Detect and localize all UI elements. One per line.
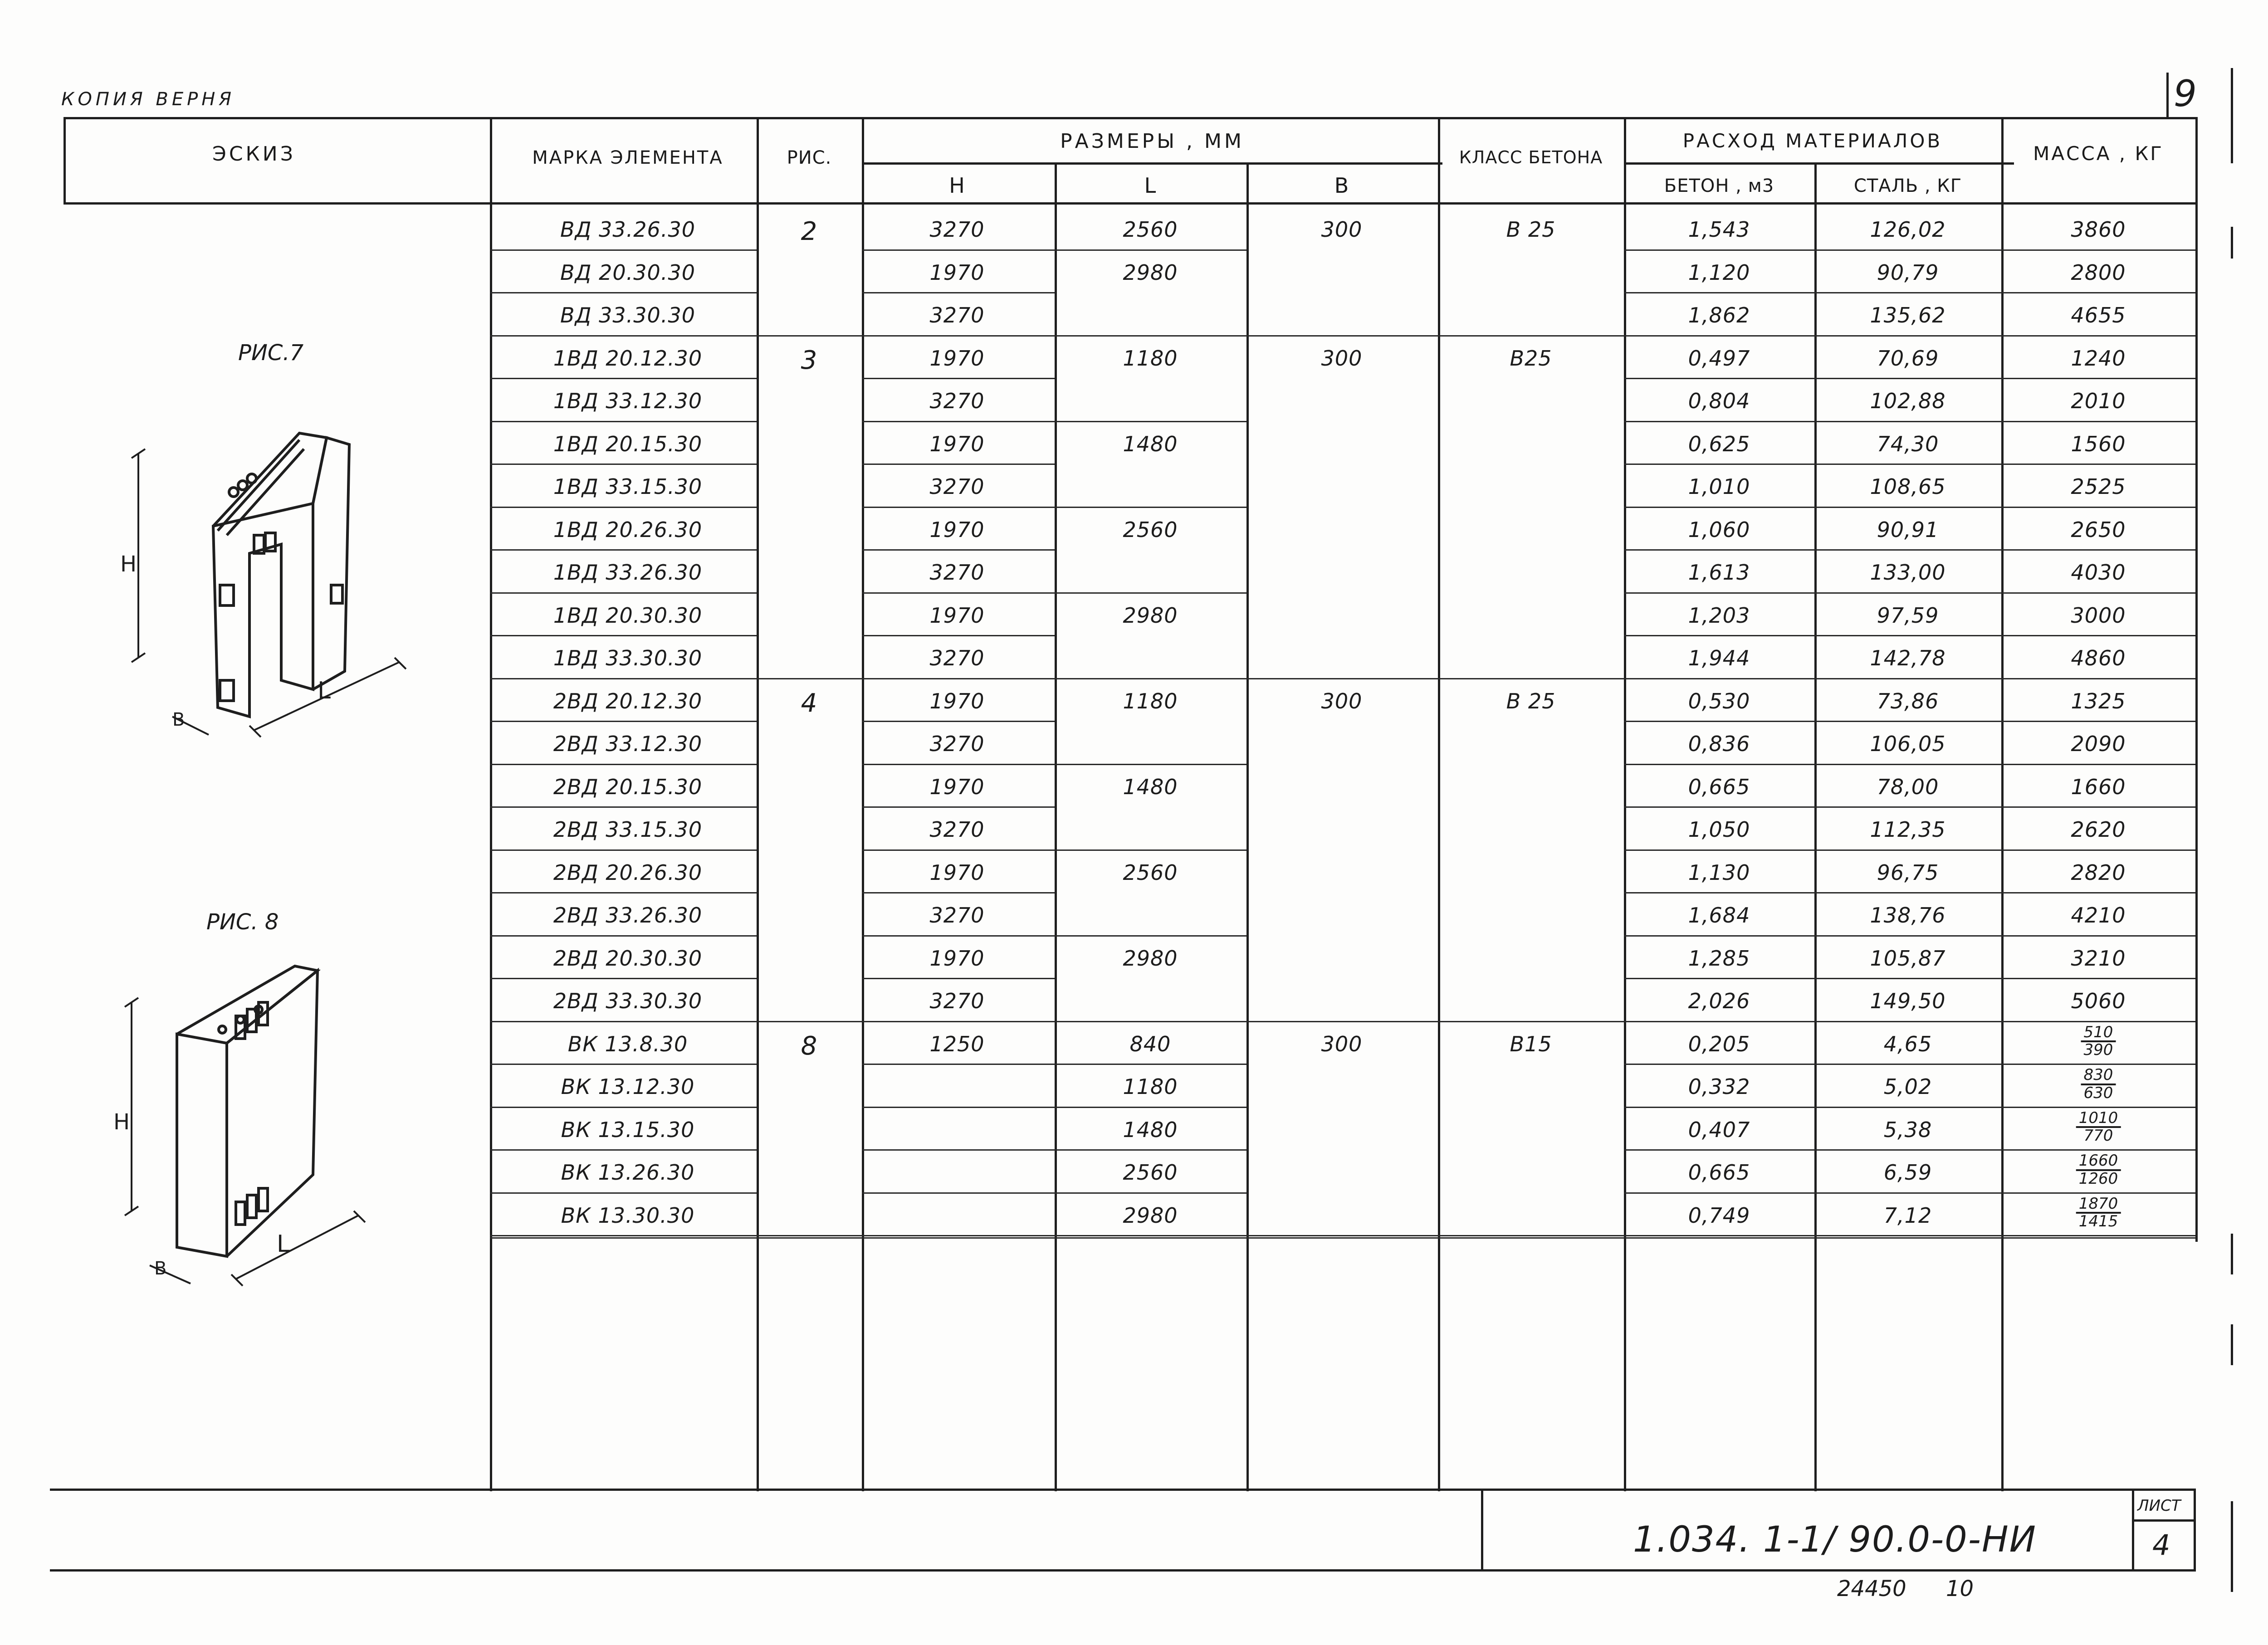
mass-denominator: 630 [2083, 1084, 2113, 1102]
header-dim-h: Н [949, 173, 965, 198]
dim-l-value: 1180 [1123, 688, 1178, 713]
element-mass: 2090 [2071, 732, 2126, 756]
dim-h-value: 3270 [929, 474, 985, 499]
header-sketch: ЭСКИЗ [212, 142, 296, 166]
row-line [490, 1149, 757, 1151]
dim-h-value: 1970 [929, 431, 985, 456]
dim-l-value: 2560 [1123, 517, 1178, 542]
row-line [862, 849, 1055, 851]
row-line [862, 635, 1055, 636]
steel-mass: 90,91 [1877, 517, 1939, 542]
row-line [1055, 507, 1246, 508]
dim-l-value: 1180 [1123, 1074, 1178, 1099]
door-block-side [313, 438, 349, 689]
element-mass-fraction [2076, 1153, 2121, 1187]
row-line [490, 507, 757, 508]
figure-8-sketch [104, 957, 386, 1302]
steel-mass: 138,76 [1870, 903, 1946, 927]
concrete-volume: 0,836 [1688, 732, 1750, 756]
row-line [490, 378, 757, 379]
row-line [490, 849, 757, 851]
concrete-volume: 1,130 [1688, 860, 1750, 885]
dim-h-value: 1970 [929, 346, 985, 371]
table-body-end [490, 1237, 2195, 1239]
dim-l-value: 1480 [1123, 431, 1178, 456]
header-mass: МАССА , КГ [2033, 142, 2164, 165]
dim-h-value: 1970 [929, 860, 985, 885]
concrete-volume: 1,050 [1688, 817, 1750, 842]
group-separator [490, 1235, 2195, 1236]
dim-l-label: L [277, 1230, 290, 1258]
row-line [862, 1064, 1055, 1065]
row-line [1624, 292, 2195, 293]
dim-h-value: 3270 [929, 303, 985, 327]
dim-l-value: 2560 [1123, 1160, 1178, 1185]
margin-mark [2231, 1324, 2233, 1365]
element-mass-fraction [2076, 1196, 2121, 1230]
archive-number: 24450 [1837, 1576, 1906, 1601]
element-mark: 1ВД 33.26.30 [553, 560, 703, 585]
dim-h-value: 3270 [929, 560, 985, 585]
concrete-volume: 0,625 [1688, 431, 1750, 456]
col-divider [2001, 117, 2004, 1491]
steel-mass: 105,87 [1870, 946, 1946, 971]
row-line [1624, 635, 2195, 636]
col-divider [1438, 117, 1440, 1491]
element-mass: 5060 [2071, 989, 2126, 1013]
table-right-border [2195, 117, 2198, 1242]
dim-l-value: 840 [1129, 1031, 1171, 1056]
dim-l-value: 2980 [1123, 260, 1178, 285]
concrete-volume: 0,804 [1688, 389, 1750, 413]
dim-h-label: Н [120, 552, 137, 577]
mass-denominator: 390 [2083, 1041, 2113, 1059]
element-mark: 1ВД 20.30.30 [553, 603, 703, 628]
row-line [1624, 378, 2195, 379]
mass-numerator: 830 [2081, 1067, 2116, 1085]
concrete-volume: 0,332 [1688, 1074, 1750, 1099]
row-line [1624, 806, 2195, 808]
element-mark: ВК 13.8.30 [567, 1031, 688, 1056]
dim-b-label: В [172, 709, 185, 730]
dim-b-label: В [154, 1258, 167, 1279]
row-line [862, 592, 1055, 594]
header-fig: РИС. [787, 147, 832, 168]
row-line [862, 378, 1055, 379]
steel-mass: 4,65 [1883, 1031, 1932, 1056]
dim-h-value: 3270 [929, 217, 985, 242]
col-divider [757, 117, 759, 1491]
title-block-divider [1481, 1489, 1483, 1572]
concrete-volume: 1,203 [1688, 603, 1750, 628]
element-mass: 4655 [2071, 303, 2126, 327]
steel-mass: 112,35 [1870, 817, 1946, 842]
row-line [862, 464, 1055, 465]
element-mark: ВД 20.30.30 [560, 260, 695, 285]
element-mark: ВД 33.26.30 [560, 217, 695, 242]
row-line [1624, 721, 2195, 722]
margin-mark [2231, 227, 2233, 259]
element-mass: 2525 [2071, 474, 2126, 499]
row-line [1624, 464, 2195, 465]
title-block-bottom-line [50, 1569, 2195, 1572]
row-line [490, 249, 757, 251]
figure-number: 3 [801, 345, 818, 375]
element-mark: 1ВД 33.30.30 [553, 646, 703, 670]
header-bottom-border [64, 202, 2195, 205]
row-line [1055, 764, 1246, 765]
steel-mass: 108,65 [1870, 474, 1946, 499]
steel-mass: 133,00 [1870, 560, 1946, 585]
header-dim-l: L [1144, 173, 1157, 198]
dim-l-label: L [318, 677, 331, 704]
dim-l-value: 1480 [1123, 1117, 1178, 1142]
concrete-volume: 1,944 [1688, 646, 1750, 670]
concrete-volume: 0,665 [1688, 1160, 1750, 1185]
title-block-right-border [2194, 1489, 2196, 1572]
steel-mass: 7,12 [1883, 1203, 1932, 1228]
element-mass: 4860 [2071, 646, 2126, 670]
steel-mass: 149,50 [1870, 989, 1946, 1013]
dim-b-value: 300 [1321, 1031, 1363, 1056]
dim-b-value: 300 [1321, 217, 1363, 242]
dim-l-value: 2980 [1123, 1203, 1178, 1228]
dim-l-value: 2980 [1123, 946, 1178, 971]
steel-mass: 96,75 [1877, 860, 1939, 885]
row-line [490, 892, 757, 893]
dim-l-value: 1480 [1123, 774, 1178, 799]
row-line [1624, 1107, 2195, 1108]
row-line [862, 935, 1055, 937]
row-line [1624, 849, 2195, 851]
table-top-border [64, 117, 2195, 119]
row-line [1624, 935, 2195, 937]
element-mark: 2ВД 33.30.30 [553, 989, 703, 1013]
row-line [490, 764, 757, 765]
element-mass: 4210 [2071, 903, 2126, 927]
element-mass: 2820 [2071, 860, 2126, 885]
row-line [1624, 549, 2195, 551]
mass-numerator: 1660 [2076, 1153, 2121, 1171]
col-divider [1814, 162, 1817, 1491]
row-line [490, 421, 757, 422]
row-line [1624, 1149, 2195, 1151]
row-line [1055, 1064, 1246, 1065]
panel-side [227, 971, 318, 1256]
concrete-volume: 1,060 [1688, 517, 1750, 542]
header-mark: МАРКА ЭЛЕМЕНТА [532, 147, 723, 168]
concrete-volume: 0,205 [1688, 1031, 1750, 1056]
steel-mass: 142,78 [1870, 646, 1946, 670]
row-line [1055, 849, 1246, 851]
row-line [1055, 1192, 1246, 1194]
dim-h-label: Н [113, 1109, 130, 1135]
steel-mass: 126,02 [1870, 217, 1946, 242]
row-line [862, 721, 1055, 722]
copy-stamp: КОПИЯ ВЕРНЯ [61, 89, 235, 110]
steel-mass: 106,05 [1870, 732, 1946, 756]
concrete-volume: 0,665 [1688, 774, 1750, 799]
element-mark: 2ВД 20.30.30 [553, 946, 703, 971]
concrete-volume: 2,026 [1688, 989, 1750, 1013]
element-mass-fraction [2081, 1067, 2116, 1101]
concrete-class: В 25 [1506, 688, 1556, 713]
dim-h-value: 1970 [929, 774, 985, 799]
row-line [490, 806, 757, 808]
table-left-border [64, 117, 66, 204]
dim-l-value: 2560 [1123, 217, 1178, 242]
header-concrete-class: КЛАСС БЕТОНА [1459, 147, 1603, 167]
mass-numerator: 510 [2081, 1025, 2116, 1043]
concrete-volume: 1,285 [1688, 946, 1750, 971]
header-dim-b: В [1334, 173, 1349, 198]
steel-mass: 5,02 [1883, 1074, 1932, 1099]
header-steel: СТАЛЬ , КГ [1853, 176, 1962, 196]
element-mark: ВК 13.12.30 [561, 1074, 695, 1099]
steel-mass: 78,00 [1877, 774, 1939, 799]
element-mark: 1ВД 33.12.30 [553, 389, 703, 413]
concrete-volume: 0,497 [1688, 346, 1750, 371]
steel-mass: 102,88 [1870, 389, 1946, 413]
col-divider [1246, 162, 1249, 1491]
row-line [1624, 764, 2195, 765]
concrete-volume: 1,120 [1688, 260, 1750, 285]
row-line [862, 978, 1055, 979]
panel-front [177, 1034, 227, 1256]
steel-mass: 6,59 [1883, 1160, 1932, 1185]
element-mark: 1ВД 20.15.30 [553, 431, 703, 456]
materials-subheader-line [1624, 162, 2014, 165]
mass-denominator: 1415 [2078, 1212, 2118, 1231]
element-mark: ВК 13.30.30 [561, 1203, 695, 1228]
row-line [490, 549, 757, 551]
steel-mass: 97,59 [1877, 603, 1939, 628]
group-separator [490, 1021, 2195, 1022]
margin-mark [2231, 68, 2233, 163]
concrete-volume: 0,749 [1688, 1203, 1750, 1228]
figure-number: 2 [801, 217, 818, 246]
row-line [490, 1192, 757, 1194]
figure-7-sketch [104, 399, 431, 771]
row-line [1624, 421, 2195, 422]
mass-denominator: 770 [2083, 1127, 2113, 1145]
mass-numerator: 1010 [2076, 1110, 2121, 1128]
dim-h-value: 3270 [929, 989, 985, 1013]
element-mark: 2ВД 33.15.30 [553, 817, 703, 842]
row-line [490, 1064, 757, 1065]
row-line [490, 592, 757, 594]
dim-h-value: 1250 [929, 1031, 985, 1056]
element-mark: 2ВД 33.26.30 [553, 903, 703, 927]
dim-h-value: 3270 [929, 646, 985, 670]
concrete-class: В15 [1510, 1031, 1552, 1056]
concrete-volume: 1,862 [1688, 303, 1750, 327]
figure-7-label: РИС.7 [238, 340, 304, 366]
mass-numerator: 1870 [2076, 1196, 2121, 1214]
element-mark: ВК 13.15.30 [561, 1117, 695, 1142]
dim-h-value: 1970 [929, 688, 985, 713]
dim-h-value: 1970 [929, 946, 985, 971]
row-line [862, 892, 1055, 893]
corner-page-number: 9 [2174, 73, 2197, 115]
col-divider [1055, 162, 1057, 1491]
row-line [490, 292, 757, 293]
element-mass: 2010 [2071, 389, 2126, 413]
steel-mass: 70,69 [1877, 346, 1939, 371]
figure-8-label: РИС. 8 [206, 909, 279, 935]
concrete-class: В 25 [1506, 217, 1556, 242]
concrete-volume: 0,530 [1688, 688, 1750, 713]
header-dimensions: РАЗМЕРЫ , ММ [1060, 130, 1244, 153]
dim-h-value: 1970 [929, 517, 985, 542]
margin-mark [2231, 1501, 2233, 1592]
row-line [862, 1149, 1055, 1151]
group-separator [490, 335, 2195, 337]
margin-mark [2166, 73, 2169, 118]
element-mass: 1325 [2071, 688, 2126, 713]
element-mark: 2ВД 33.12.30 [553, 732, 703, 756]
element-mass: 3000 [2071, 603, 2126, 628]
header-materials: РАСХОД МАТЕРИАЛОВ [1682, 130, 1943, 152]
mass-denominator: 1260 [2078, 1169, 2118, 1188]
row-line [862, 806, 1055, 808]
title-block-top-line [50, 1489, 2195, 1491]
row-line [1055, 249, 1246, 251]
figure-number: 8 [801, 1031, 818, 1061]
row-line [1055, 592, 1246, 594]
element-mark: ВД 33.30.30 [560, 303, 695, 327]
element-mass: 4030 [2071, 560, 2126, 585]
concrete-volume: 1,684 [1688, 903, 1750, 927]
concrete-class: В25 [1510, 346, 1552, 371]
row-line [862, 1192, 1055, 1194]
row-line [490, 978, 757, 979]
dim-h-value: 3270 [929, 817, 985, 842]
concrete-volume: 1,543 [1688, 217, 1750, 242]
element-mass: 1560 [2071, 431, 2126, 456]
element-mass: 1660 [2071, 774, 2126, 799]
element-mass-fraction [2081, 1025, 2116, 1059]
element-mark: 2ВД 20.15.30 [553, 774, 703, 799]
row-line [1055, 935, 1246, 937]
row-line [490, 935, 757, 937]
dim-h-value: 1970 [929, 260, 985, 285]
row-line [862, 764, 1055, 765]
row-line [862, 292, 1055, 293]
row-line [862, 249, 1055, 251]
row-line [1624, 249, 2195, 251]
dim-b-value: 300 [1321, 688, 1363, 713]
element-mark: ВК 13.26.30 [561, 1160, 695, 1185]
figure-number: 4 [801, 688, 818, 718]
steel-mass: 135,62 [1870, 303, 1946, 327]
row-line [862, 1107, 1055, 1108]
steel-mass: 5,38 [1883, 1117, 1932, 1142]
dim-l-value: 2980 [1123, 603, 1178, 628]
archive-suffix: 10 [1946, 1576, 1974, 1601]
title-block-divider [2132, 1489, 2134, 1572]
col-divider [862, 117, 864, 1491]
group-separator [490, 678, 2195, 679]
row-line [862, 549, 1055, 551]
sheet-label: ЛИСТ [2137, 1497, 2181, 1515]
margin-mark [2231, 1234, 2233, 1274]
element-mass: 1240 [2071, 346, 2126, 371]
row-line [490, 464, 757, 465]
row-line [490, 635, 757, 636]
steel-mass: 74,30 [1877, 431, 1939, 456]
dims-subheader-line [862, 162, 1442, 165]
dim-h-value: 3270 [929, 903, 985, 927]
element-mass: 3210 [2071, 946, 2126, 971]
sheet-label-line [2132, 1519, 2195, 1522]
row-line [1624, 892, 2195, 893]
element-mass-fraction [2076, 1110, 2121, 1144]
element-mass: 2620 [2071, 817, 2126, 842]
element-mark: 1ВД 20.26.30 [553, 517, 703, 542]
row-line [1624, 507, 2195, 508]
element-mass: 2800 [2071, 260, 2126, 285]
element-mass: 3860 [2071, 217, 2126, 242]
steel-mass: 73,86 [1877, 688, 1939, 713]
dim-h-value: 3270 [929, 389, 985, 413]
element-mark: 2ВД 20.26.30 [553, 860, 703, 885]
row-line [1624, 978, 2195, 979]
element-mark: 1ВД 20.12.30 [553, 346, 703, 371]
concrete-volume: 0,407 [1688, 1117, 1750, 1142]
row-line [1055, 1107, 1246, 1108]
dim-l-value: 1180 [1123, 346, 1178, 371]
row-line [490, 1107, 757, 1108]
concrete-volume: 1,010 [1688, 474, 1750, 499]
row-line [1624, 1192, 2195, 1194]
row-line [1624, 592, 2195, 594]
row-line [1624, 1064, 2195, 1065]
row-line [490, 721, 757, 722]
dim-h-value: 1970 [929, 603, 985, 628]
col-divider [1624, 117, 1626, 1491]
steel-mass: 90,79 [1877, 260, 1939, 285]
row-line [1055, 1149, 1246, 1151]
element-mark: 2ВД 20.12.30 [553, 688, 703, 713]
row-line [862, 421, 1055, 422]
col-divider [490, 117, 492, 1491]
row-line [862, 507, 1055, 508]
document-code: 1.034. 1-1/ 90.0-0-НИ [1633, 1519, 2037, 1560]
dim-b-value: 300 [1321, 346, 1363, 371]
dim-h-value: 3270 [929, 732, 985, 756]
sheet-number: 4 [2152, 1528, 2170, 1562]
header-concrete-volume: БЕТОН , м3 [1664, 176, 1774, 196]
element-mass: 2650 [2071, 517, 2126, 542]
element-mark: 1ВД 33.15.30 [553, 474, 703, 499]
dim-l-value: 2560 [1123, 860, 1178, 885]
concrete-volume: 1,613 [1688, 560, 1750, 585]
row-line [1055, 421, 1246, 422]
